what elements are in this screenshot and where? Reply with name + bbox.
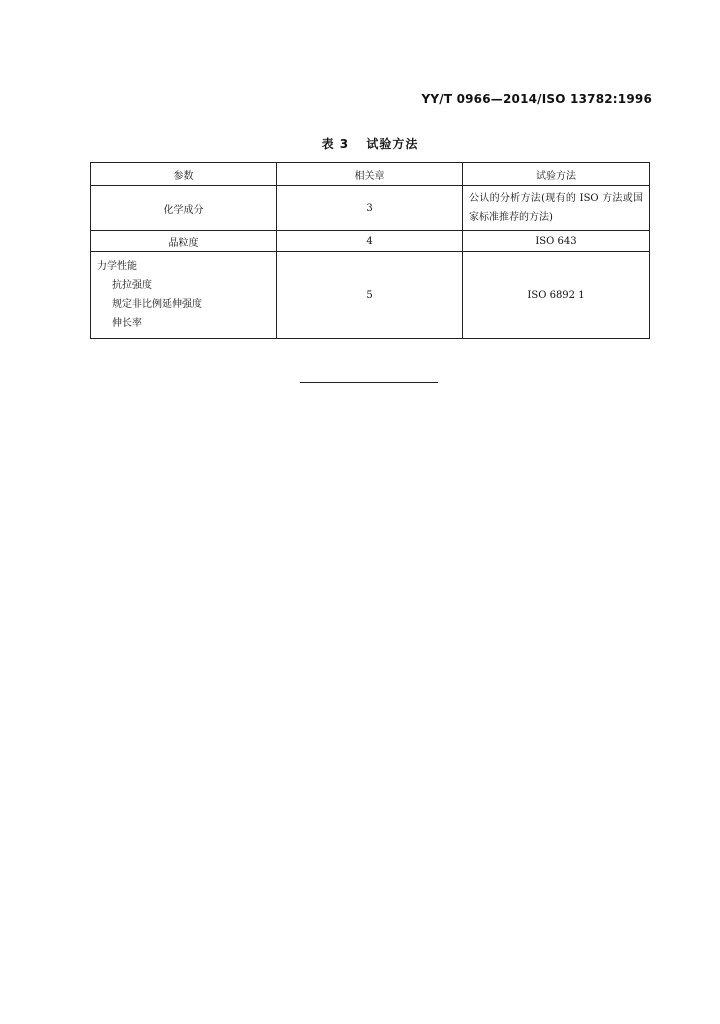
- table-row: [91, 186, 650, 231]
- method-cell: ISO 643: [463, 231, 650, 252]
- chapter-cell: 5: [277, 252, 463, 339]
- column-header-method: 试验方法: [463, 163, 650, 186]
- column-header-chapter: 相关章: [277, 163, 463, 186]
- table-row: [91, 231, 650, 252]
- parameter-group-label: 力学性能: [97, 261, 137, 272]
- parameter-cell: 晶粒度: [91, 231, 277, 252]
- table-header-row: [91, 163, 650, 186]
- parameter-sub-item: 抗拉强度: [112, 280, 152, 291]
- method-cell: ISO 6892 1: [463, 252, 650, 339]
- chapter-cell: 4: [277, 231, 463, 252]
- parameter-cell: [91, 252, 277, 339]
- standard-number: YY/T 0966—2014/ISO 13782:1996: [421, 92, 652, 106]
- table-caption: [0, 135, 720, 152]
- method-cell: 公认的分析方法(现有的 ISO 方法或国家标准推荐的方法): [463, 186, 650, 231]
- test-methods-table: [90, 162, 650, 339]
- table-caption-number: 表 3: [321, 137, 350, 151]
- table-caption-title: 试验方法: [366, 137, 419, 151]
- chapter-cell: 3: [277, 186, 463, 231]
- end-of-document-rule: [300, 382, 438, 383]
- parameter-sub-item: 规定非比例延伸强度: [112, 299, 202, 310]
- parameter-cell: 化学成分: [91, 186, 277, 231]
- column-header-parameter: 参数: [91, 163, 277, 186]
- table-row: [91, 252, 650, 339]
- parameter-sub-item: 伸长率: [112, 318, 142, 329]
